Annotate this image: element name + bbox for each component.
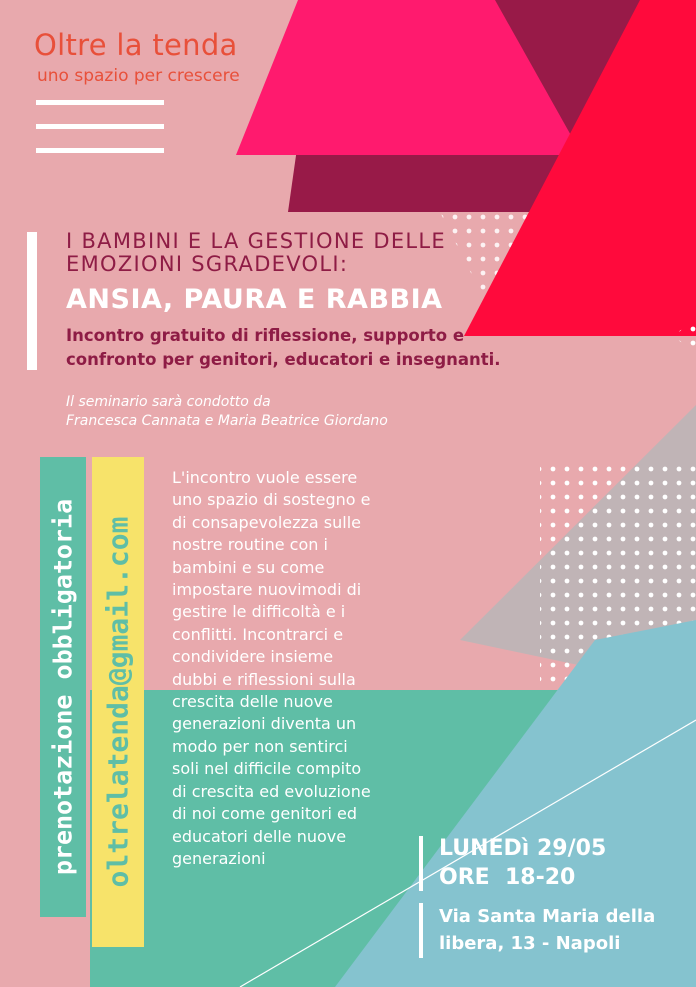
event-time: ORE 18-20: [439, 865, 576, 890]
event-date: LUNEDì 29/05: [439, 836, 607, 861]
description-line: soli nel difficile compito: [172, 759, 362, 779]
event-address: [439, 903, 655, 957]
headline-accent-bar: [27, 232, 37, 370]
booking-email-link[interactable]: oltrelatenda@gmail.com: [101, 516, 135, 888]
date-accent-bar: [419, 836, 423, 891]
address-line-1: Via Santa Maria della: [439, 906, 656, 927]
description-line: di noi come genitori ed: [172, 804, 358, 824]
decorative-bar: [36, 148, 164, 153]
description-line: conflitti. Incontrarci e: [172, 624, 344, 644]
booking-label-box: [40, 457, 86, 917]
description-line: condividere insieme: [172, 647, 334, 667]
description: [172, 467, 412, 870]
address-accent-bar: [419, 903, 423, 958]
logo-title: Oltre la tenda: [34, 28, 238, 62]
decorative-bar: [36, 124, 164, 129]
headline-line-1: I BAMBINI E LA GESTIONE DELLE: [66, 229, 446, 253]
description-line: di crescita ed evoluzione: [172, 781, 371, 801]
booking-email-box[interactable]: [92, 457, 144, 947]
description-line: di consapevolezza sulle: [172, 512, 361, 532]
description-line: generazioni diventa un: [172, 714, 357, 734]
description-line: impostare nuovimodi di: [172, 580, 362, 600]
description-line: dubbi e riflessioni sulla: [172, 669, 356, 689]
conductor-line-2: Francesca Cannata e Maria Beatrice Giordano: [66, 413, 388, 429]
intro-text: Incontro gratuito di riflessione, supporto e confronto per genitori, educatori e insegnanti.: [66, 326, 501, 369]
description-line: bambini e su come: [172, 557, 325, 577]
description-line: modo per non sentirci: [172, 736, 348, 756]
address-line-2: libera, 13 - Napoli: [439, 933, 621, 954]
headline-subtitle: ANSIA, PAURA E RABBIA: [66, 284, 443, 315]
conductor-note: [66, 393, 466, 431]
description-line: gestire le difficoltà e i: [172, 602, 346, 622]
decorative-bar: [36, 100, 164, 105]
description-line: nostre routine con i: [172, 535, 328, 555]
headline-line-2: EMOZIONI SGRADEVOLI:: [66, 252, 349, 276]
headline: [66, 230, 506, 276]
logo-subtitle: uno spazio per crescere: [37, 66, 240, 86]
description-line: L'incontro vuole essere: [172, 468, 358, 487]
event-datetime: [439, 834, 606, 892]
conductor-line-1: Il seminario sarà condotto da: [66, 394, 271, 410]
booking-label: prenotazione obbligatoria: [48, 498, 78, 876]
description-line: crescita delle nuove: [172, 692, 333, 712]
description-line: uno spazio di sostegno e: [172, 490, 371, 510]
description-line: educatori delle nuove: [172, 826, 347, 846]
description-line: generazioni: [172, 848, 266, 868]
